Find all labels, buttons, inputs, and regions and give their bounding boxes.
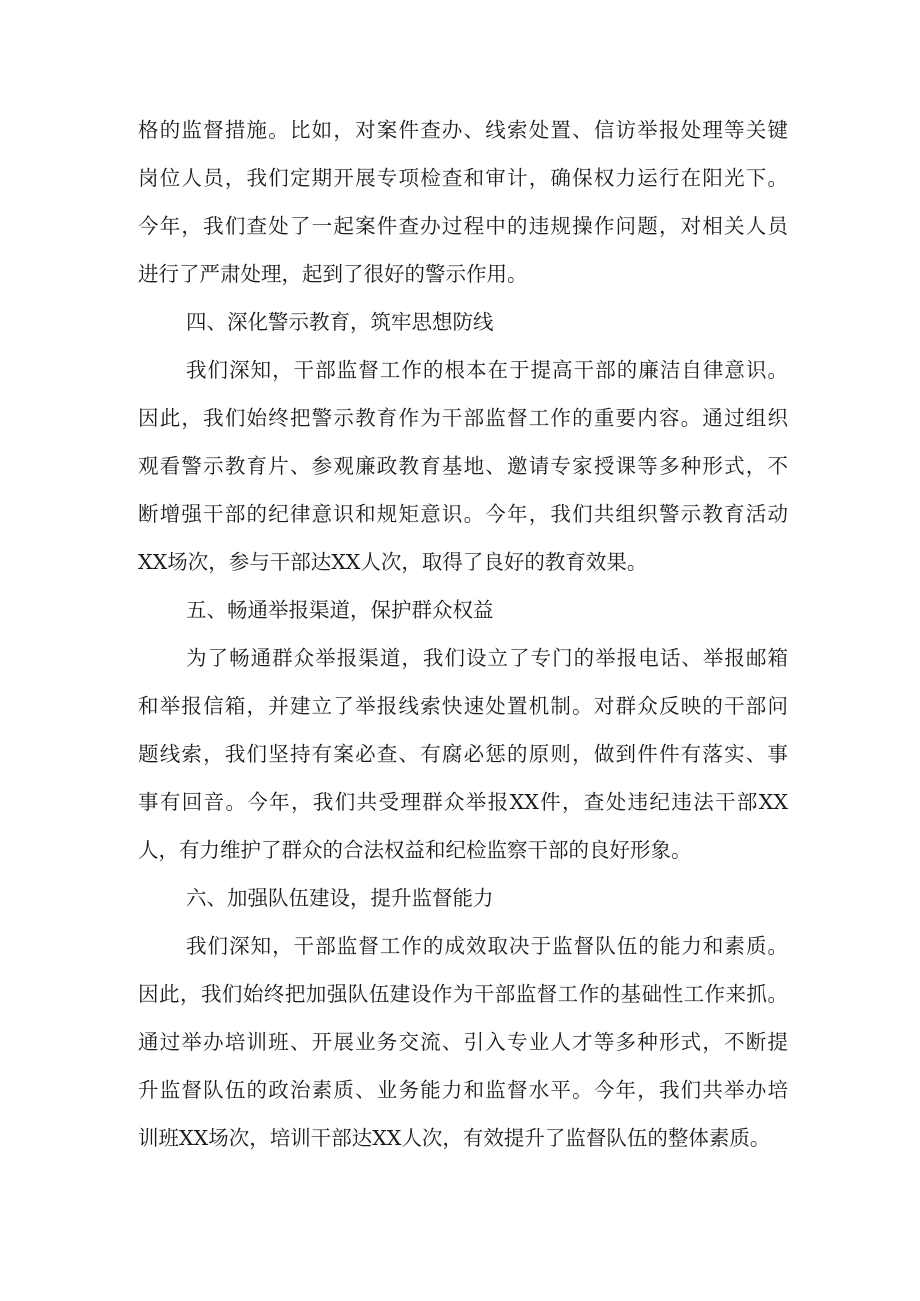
- paragraph-line: 因此，我们始终把加强队伍建设作为干部监督工作的基础性工作来抓。: [138, 982, 788, 1006]
- paragraph-line: 通过举办培训班、开展业务交流、引入专业人才等多种形式，不断提: [138, 1030, 788, 1054]
- paragraph-line: 岗位人员，我们定期开展专项检查和审计，确保权力运行在阳光下。: [138, 166, 788, 190]
- paragraph-line: XX场次，参与干部达XX人次，取得了良好的教育效果。: [138, 550, 648, 574]
- section-heading-4: 四、深化警示教育，筑牢思想防线: [186, 310, 494, 334]
- paragraph-line: 和举报信箱，并建立了举报线索快速处置机制。对群众反映的干部问: [138, 694, 788, 718]
- paragraph-line: 题线索，我们坚持有案必查、有腐必惩的原则，做到件件有落实、事: [138, 742, 788, 766]
- paragraph-line: 我们深知，干部监督工作的成效取决于监督队伍的能力和素质。: [186, 934, 788, 958]
- paragraph-line: 升监督队伍的政治素质、业务能力和监督水平。今年，我们共举办培: [138, 1078, 788, 1102]
- paragraph-line: 观看警示教育片、参观廉政教育基地、邀请专家授课等多种形式，不: [138, 454, 788, 478]
- paragraph-line: 断增强干部的纪律意识和规矩意识。今年，我们共组织警示教育活动: [138, 502, 788, 526]
- paragraph-line: 今年，我们查处了一起案件查办过程中的违规操作问题，对相关人员: [138, 214, 788, 238]
- section-heading-5: 五、畅通举报渠道，保护群众权益: [186, 598, 494, 622]
- paragraph-line: 人，有力维护了群众的合法权益和纪检监察干部的良好形象。: [138, 838, 692, 862]
- paragraph-line: 我们深知，干部监督工作的根本在于提高干部的廉洁自律意识。: [186, 358, 788, 382]
- paragraph-line: 为了畅通群众举报渠道，我们设立了专门的举报电话、举报邮箱: [186, 646, 788, 670]
- section-heading-6: 六、加强队伍建设，提升监督能力: [186, 886, 494, 910]
- paragraph-line: 格的监督措施。比如，对案件查办、线索处置、信访举报处理等关键: [138, 118, 788, 142]
- paragraph-line: 因此，我们始终把警示教育作为干部监督工作的重要内容。通过组织: [138, 406, 788, 430]
- paragraph-line: 进行了严肃处理，起到了很好的警示作用。: [138, 262, 528, 286]
- paragraph-line: 训班XX场次，培训干部达XX人次，有效提升了监督队伍的整体素质。: [138, 1126, 771, 1150]
- paragraph-line: 事有回音。今年，我们共受理群众举报XX件，查处违纪违法干部XX: [138, 790, 788, 814]
